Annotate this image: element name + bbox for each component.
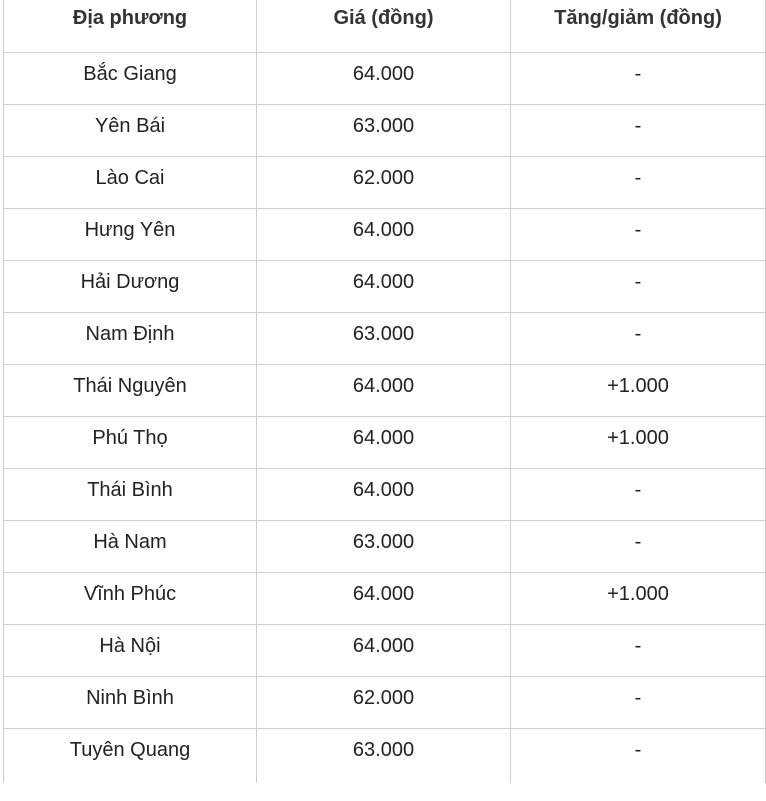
table-header — [4, 0, 766, 52]
table-row — [4, 156, 766, 208]
cell-change: - — [511, 728, 766, 783]
cell-location: Yên Bái — [4, 104, 257, 156]
table-row — [4, 624, 766, 676]
cell-change: - — [511, 156, 766, 208]
cell-price: 64.000 — [257, 260, 511, 312]
table-row — [4, 260, 766, 312]
cell-price: 64.000 — [257, 52, 511, 104]
cell-change: - — [511, 260, 766, 312]
table-row — [4, 676, 766, 728]
cell-price: 64.000 — [257, 364, 511, 416]
cell-price: 64.000 — [257, 624, 511, 676]
table-row — [4, 728, 766, 783]
cell-change: - — [511, 208, 766, 260]
cell-location: Lào Cai — [4, 156, 257, 208]
cell-price: 64.000 — [257, 208, 511, 260]
cell-location: Hải Dương — [4, 260, 257, 312]
cell-change: +1.000 — [511, 364, 766, 416]
cell-change: - — [511, 468, 766, 520]
cell-location: Ninh Bình — [4, 676, 257, 728]
table-row — [4, 52, 766, 104]
table-row — [4, 364, 766, 416]
table-row — [4, 208, 766, 260]
table-row — [4, 312, 766, 364]
cell-change: - — [511, 520, 766, 572]
cell-price: 64.000 — [257, 416, 511, 468]
price-table — [3, 0, 766, 783]
cell-location: Hà Nam — [4, 520, 257, 572]
cell-change: - — [511, 52, 766, 104]
cell-price: 64.000 — [257, 468, 511, 520]
header-change: Tăng/giảm (đồng) — [511, 0, 766, 52]
header-location: Địa phương — [4, 0, 257, 52]
cell-location: Hưng Yên — [4, 208, 257, 260]
cell-change: - — [511, 104, 766, 156]
table-row — [4, 416, 766, 468]
cell-location: Thái Nguyên — [4, 364, 257, 416]
cell-price: 63.000 — [257, 728, 511, 783]
table-row — [4, 104, 766, 156]
cell-change: +1.000 — [511, 416, 766, 468]
header-price: Giá (đồng) — [257, 0, 511, 52]
cell-change: +1.000 — [511, 572, 766, 624]
cell-location: Tuyên Quang — [4, 728, 257, 783]
cell-price: 63.000 — [257, 104, 511, 156]
cell-price: 63.000 — [257, 520, 511, 572]
cell-location: Hà Nội — [4, 624, 257, 676]
cell-location: Phú Thọ — [4, 416, 257, 468]
cell-change: - — [511, 676, 766, 728]
cell-price: 62.000 — [257, 676, 511, 728]
cell-price: 62.000 — [257, 156, 511, 208]
cell-price: 63.000 — [257, 312, 511, 364]
table-row — [4, 520, 766, 572]
cell-location: Thái Bình — [4, 468, 257, 520]
cell-location: Vĩnh Phúc — [4, 572, 257, 624]
cell-change: - — [511, 624, 766, 676]
table-row — [4, 572, 766, 624]
cell-location: Bắc Giang — [4, 52, 257, 104]
header-row — [4, 0, 766, 52]
table-row — [4, 468, 766, 520]
table-body — [4, 52, 766, 783]
cell-location: Nam Định — [4, 312, 257, 364]
cell-change: - — [511, 312, 766, 364]
cell-price: 64.000 — [257, 572, 511, 624]
